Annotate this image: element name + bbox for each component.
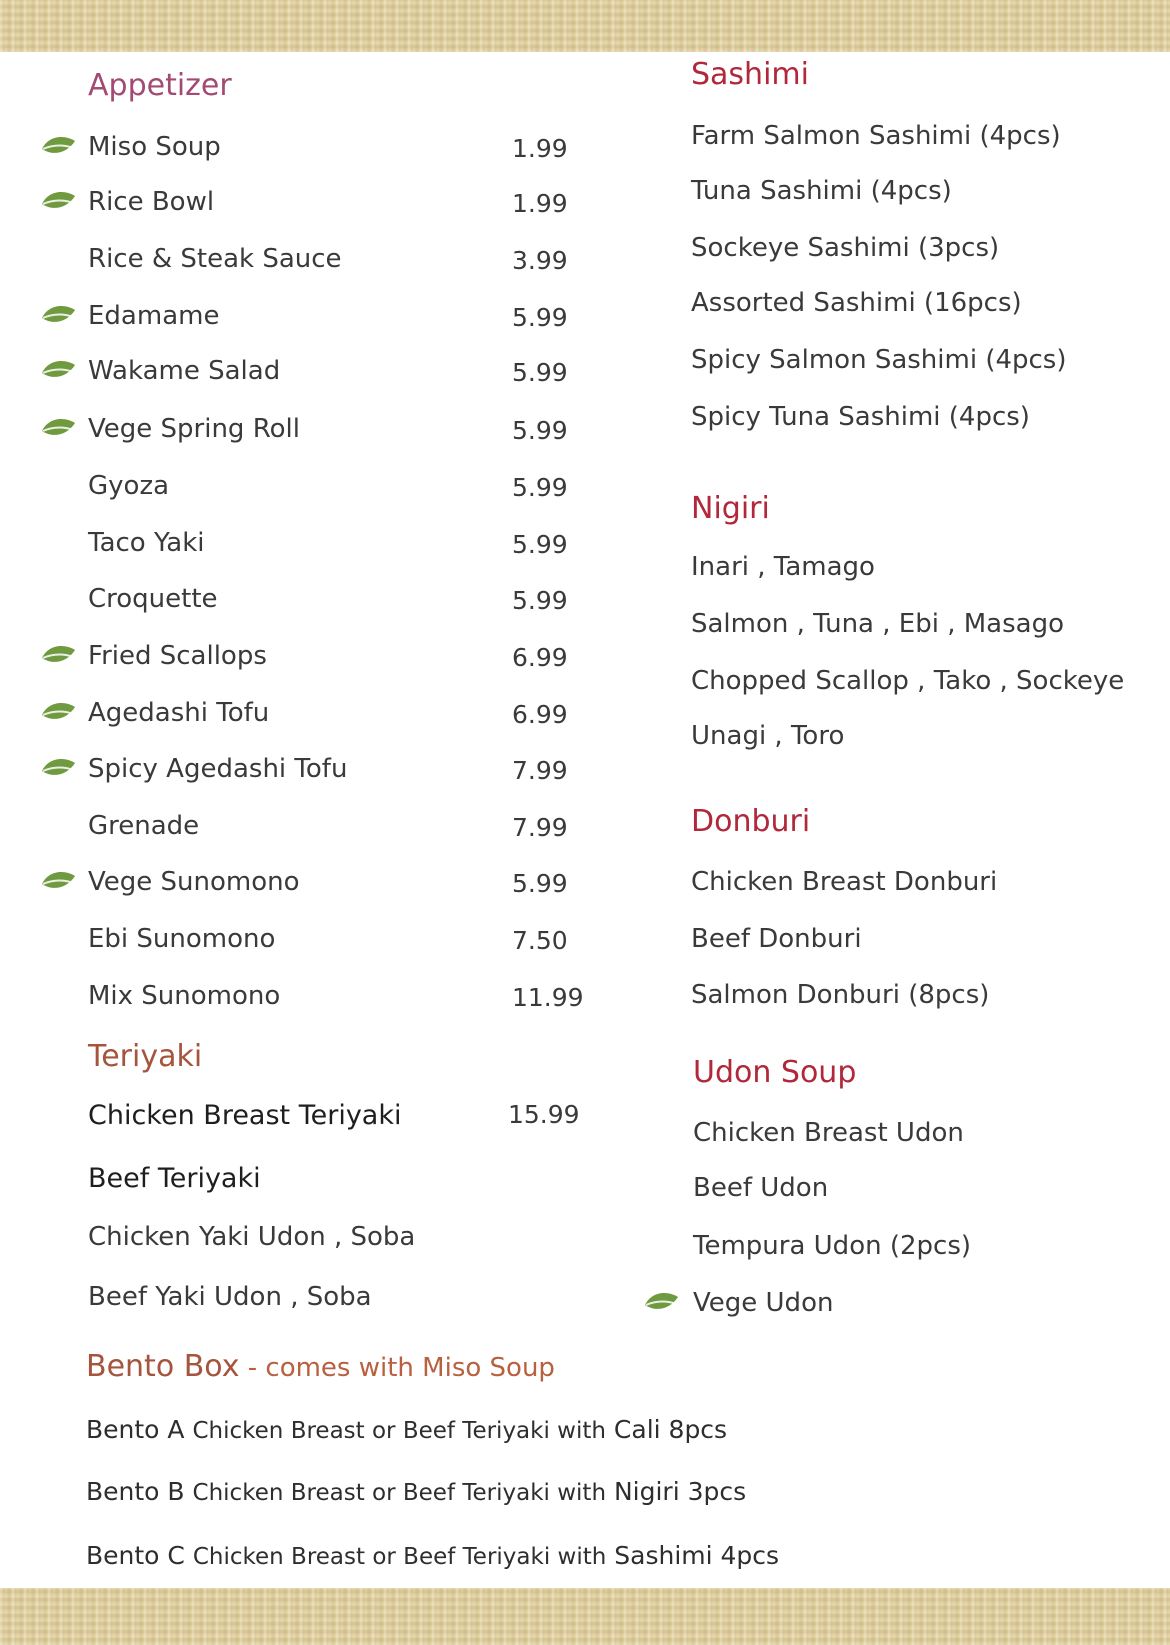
bento-description: Chicken Breast or Beef Teriyaki with bbox=[192, 1418, 606, 1444]
item-price: 11.99 bbox=[512, 983, 584, 1012]
item-price: 5.99 bbox=[512, 416, 568, 445]
item-price: 5.99 bbox=[512, 869, 568, 898]
item-price: 5.99 bbox=[512, 530, 568, 559]
leaf-icon bbox=[40, 643, 78, 667]
bento-heading bbox=[86, 1349, 555, 1384]
item-name: Spicy Agedashi Tofu bbox=[88, 754, 348, 784]
udon-heading: Udon Soup bbox=[693, 1055, 857, 1090]
list-item: Inari , Tamago bbox=[691, 552, 875, 582]
item-price: 7.50 bbox=[512, 926, 568, 955]
top-decorative-band bbox=[0, 0, 1170, 52]
bento-name: Bento B bbox=[86, 1477, 185, 1506]
item-price: 1.99 bbox=[512, 134, 568, 163]
bento-name: Bento C bbox=[86, 1541, 185, 1570]
list-item: Spicy Tuna Sashimi (4pcs) bbox=[691, 402, 1030, 432]
item-name: Tempura Udon (2pcs) bbox=[693, 1231, 972, 1261]
bottom-decorative-band bbox=[0, 1588, 1170, 1645]
item-name: Fried Scallops bbox=[88, 641, 267, 671]
list-item: Chicken Breast Donburi bbox=[691, 867, 998, 897]
item-name: Grenade bbox=[88, 811, 200, 841]
donburi-heading: Donburi bbox=[691, 804, 811, 839]
item-name: Wakame Salad bbox=[88, 356, 281, 386]
leaf-icon bbox=[40, 303, 78, 327]
item-name: Gyoza bbox=[88, 471, 170, 501]
leaf-icon bbox=[40, 756, 78, 780]
item-name: Beef Teriyaki bbox=[88, 1163, 261, 1194]
bento-extra: Cali 8pcs bbox=[613, 1415, 728, 1444]
item-name: Vege Sunomono bbox=[88, 867, 300, 897]
leaf-icon bbox=[40, 134, 78, 158]
list-item: Tuna Sashimi (4pcs) bbox=[691, 176, 952, 206]
list-item: Sockeye Sashimi (3pcs) bbox=[691, 233, 1000, 263]
item-price: 7.99 bbox=[512, 813, 568, 842]
item-name: Mix Sunomono bbox=[88, 981, 281, 1011]
bento-extra: Nigiri 3pcs bbox=[613, 1477, 747, 1506]
item-name: Miso Soup bbox=[88, 132, 221, 162]
list-item: Spicy Salmon Sashimi (4pcs) bbox=[691, 345, 1067, 375]
leaf-icon bbox=[40, 869, 78, 893]
list-item bbox=[86, 1541, 779, 1570]
bento-description: Chicken Breast or Beef Teriyaki with bbox=[192, 1544, 607, 1570]
item-name: Edamame bbox=[88, 301, 220, 331]
bento-name: Bento A bbox=[86, 1415, 185, 1444]
leaf-icon bbox=[40, 189, 78, 213]
item-name: Ebi Sunomono bbox=[88, 924, 276, 954]
item-price: 5.99 bbox=[512, 303, 568, 332]
item-price: 5.99 bbox=[512, 473, 568, 502]
leaf-icon bbox=[40, 358, 78, 382]
item-price: 1.99 bbox=[512, 189, 568, 218]
list-item: Assorted Sashimi (16pcs) bbox=[691, 288, 1022, 318]
item-price: 5.99 bbox=[512, 586, 568, 615]
teriyaki-heading: Teriyaki bbox=[88, 1039, 203, 1074]
bento-title: Bento Box bbox=[86, 1349, 240, 1384]
bento-description: Chicken Breast or Beef Teriyaki with bbox=[192, 1480, 607, 1506]
item-price: 6.99 bbox=[512, 700, 568, 729]
list-item: Farm Salmon Sashimi (4pcs) bbox=[691, 121, 1061, 151]
leaf-icon bbox=[643, 1290, 681, 1314]
item-name: Rice Bowl bbox=[88, 187, 215, 217]
item-price: 15.99 bbox=[508, 1100, 580, 1129]
bento-subtitle: - comes with Miso Soup bbox=[239, 1353, 555, 1383]
item-name: Taco Yaki bbox=[88, 528, 205, 558]
leaf-icon bbox=[40, 416, 78, 440]
list-item: Chopped Scallop , Tako , Sockeye bbox=[691, 666, 1125, 696]
appetizer-heading: Appetizer bbox=[88, 68, 232, 103]
list-item: Unagi , Toro bbox=[691, 721, 845, 751]
list-item: Salmon Donburi (8pcs) bbox=[691, 980, 990, 1010]
item-name: Chicken Breast Udon bbox=[693, 1118, 964, 1148]
item-name: Vege Spring Roll bbox=[88, 414, 300, 444]
item-name: Chicken Yaki Udon , Soba bbox=[88, 1222, 416, 1252]
item-name: Vege Udon bbox=[693, 1288, 834, 1318]
sashimi-heading: Sashimi bbox=[691, 57, 809, 92]
leaf-icon bbox=[40, 700, 78, 724]
item-price: 7.99 bbox=[512, 756, 568, 785]
item-price: 6.99 bbox=[512, 643, 568, 672]
item-name: Chicken Breast Teriyaki bbox=[88, 1100, 402, 1131]
item-price: 3.99 bbox=[512, 246, 568, 275]
item-price: 5.99 bbox=[512, 358, 568, 387]
item-name: Rice & Steak Sauce bbox=[88, 244, 342, 274]
bento-extra: Sashimi 4pcs bbox=[614, 1541, 780, 1570]
list-item bbox=[86, 1477, 746, 1506]
list-item bbox=[86, 1415, 727, 1444]
nigiri-heading: Nigiri bbox=[691, 491, 770, 526]
list-item: Salmon , Tuna , Ebi , Masago bbox=[691, 609, 1064, 639]
item-name: Beef Udon bbox=[693, 1173, 829, 1203]
list-item: Beef Donburi bbox=[691, 924, 862, 954]
item-name: Beef Yaki Udon , Soba bbox=[88, 1282, 372, 1312]
item-name: Croquette bbox=[88, 584, 218, 614]
item-name: Agedashi Tofu bbox=[88, 698, 270, 728]
